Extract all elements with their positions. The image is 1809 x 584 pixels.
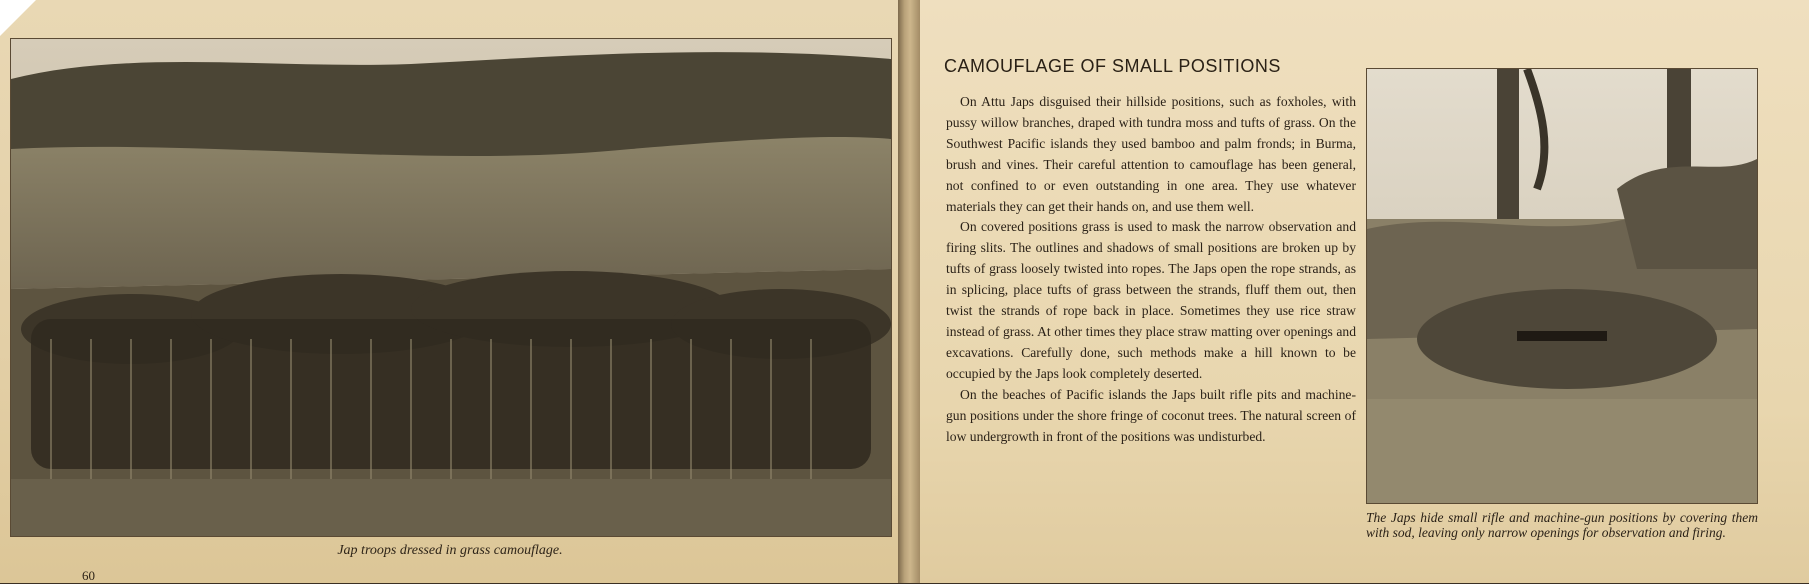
right-photo-caption: The Japs hide small rifle and machine-gun positions by covering them with sod, leaving only narrow openings for observation and firing.: [1366, 510, 1758, 540]
paragraph-2: On covered positions grass is used to mask the narrow observation and firing slits. The outlines and shadows of small positions are broken up by tufts of grass loosely twisted into ropes. The Japs open the rope strands, as in splicing, place tufts of grass between the strands, fluff them out, then twist the strands of rope back in place. Sometimes they use rice straw instead of grass. At other times they place straw matting over openings and excavations. Carefully done, such methods make a hill known to be occupied by the Japs look completely deserted.: [946, 219, 1356, 381]
article-body: [946, 92, 1356, 447]
section-heading: CAMOUFLAGE OF SMALL POSITIONS: [944, 56, 1281, 76]
sod-covered-position-photo: [1366, 68, 1758, 504]
page-number: 60: [82, 568, 95, 583]
book-gutter: [898, 0, 920, 583]
grass-camouflage-troops-photo: [10, 38, 892, 537]
paragraph-1: On Attu Japs disguised their hillside positions, such as foxholes, with pussy willow branches, draped with tundra moss and tufts of grass. On the Southwest Pacific islands they used bamboo and palm fronds; in Burma, brush and vines. Their careful attention to camouflage has been general, not confined to or even outstanding in one area. They use whatever materials they can get their hands on, and use them well.: [946, 94, 1356, 214]
left-page: [0, 0, 900, 583]
page-corner: [0, 0, 36, 36]
right-page: [920, 0, 1809, 583]
paragraph-3: On the beaches of Pacific islands the Japs built rifle pits and machine-gun positions under the shore fringe of coconut trees. The natural screen of low undergrowth in front of the positions was undisturbed.: [946, 386, 1356, 444]
left-photo-caption: Jap troops dressed in grass camouflage.: [337, 543, 563, 558]
